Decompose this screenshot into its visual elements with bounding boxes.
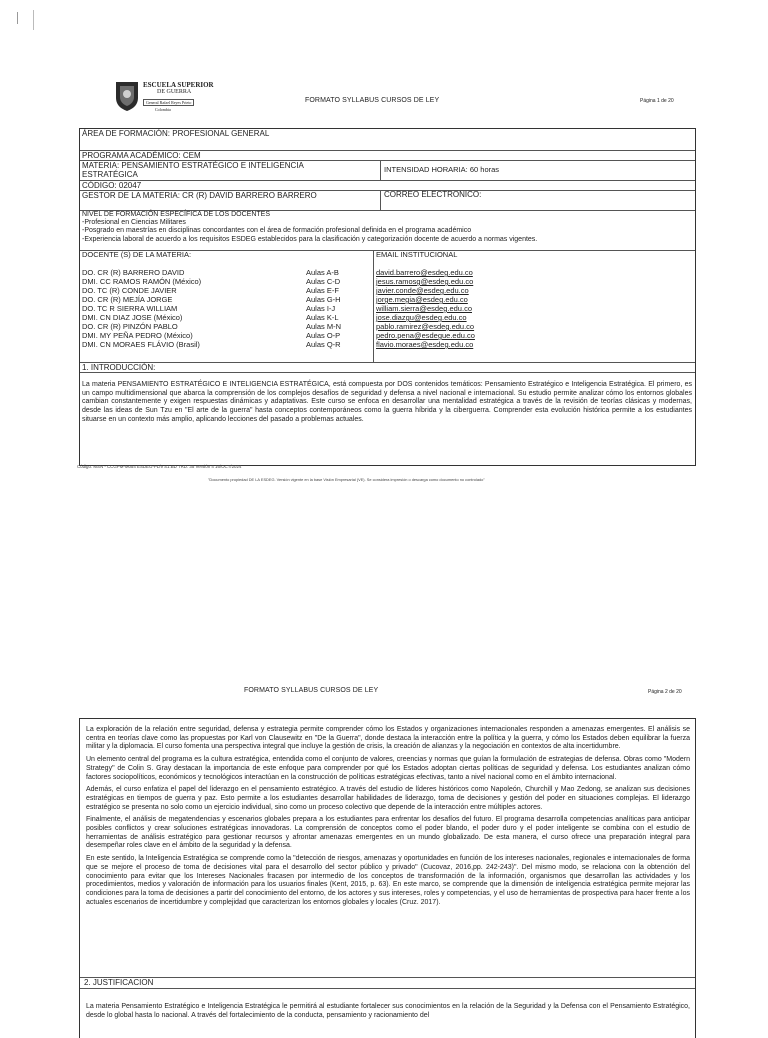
justificacion-heading-row [80,977,695,989]
footer-code: Código: MSN - CCGPM-M054 ESDEG-PL/9 S1.BD TRD: 35 Versión 4 16/OCT/2024 [77,464,242,469]
docente-email[interactable]: javier.conde@esdeg.edu.co [376,286,469,295]
intro-heading: 1. INTRODUCCIÓN: [82,363,156,372]
docente-aulas: Aulas G-H [306,295,341,304]
area-label: ÁREA DE FORMACIÓN: PROFESIONAL GENERAL [82,129,270,138]
intro-continuation [86,726,690,907]
intro-text [82,381,692,429]
docente-email[interactable]: jose.diazgu@esdeg.edu.co [376,313,467,322]
docente-name: DMI. CN MORAES FLÁVIO (Brasil) [82,340,200,349]
materia-line-1: MATERIA: PENSAMIENTO ESTRATÉGICO E INTELIGENCIA [82,161,304,170]
docente-email[interactable]: flavio.moraes@esdeg.edu.co [376,340,474,349]
intro-heading-row [80,363,695,373]
intro-paragraph: Finalmente, el análisis de megatendencias y escenarios globales prepara a los estudiantes para enfrentar los desafíos del futuro. El programa desarrolla competencias analíticas para anticipar posibles conflictos y crear soluciones estratégicas innovadoras. La comprensión de conceptos como el poder blando, el poder duro y el poder inteligente se combina con el estudio de herramientas de análisis estratégico para gestionar recursos y afrontar amenazas emergentes en un mundo globalizado. De esta manera, el curso ofrece una preparación integral para desempeñar roles clave en el ámbito de la seguridad y la defensa. [86,816,690,850]
intro-paragraph: En este sentido, la Inteligencia Estratégica se comprende como la "detección de riesgos, amenazas y oportunidades en función de los intereses nacionales, regionales e internacionales de forma que se mejore el proceso de toma de decisiones vital para el desarrollo del sector público y privado" (Cucovaz, 2016,pp. 242-243)". Del mismo modo, se relaciona con la obtención del conocimiento para evitar que los Intereses Nacionales fracasen por intermedio de los conceptos de transformación de la información, organismos que desarrollan las actividades y los procedimientos, medios y valoración de información para los usuarios finales (Kent, 2015, p. 63). En este marco, se comprende que la dimensión de inteligencia estratégica permite mejorar las condiciones para la toma de decisiones a partir del conocimiento del entorno, de los actores y sus intereses, roles y competencias, y el uso de herramientas de prospectiva para hacer frente a los actuales escenarios de incertidumbre y complejidad que caracterizan los entornos globales y locales (Cruz. 2017). [86,855,690,906]
docente-email[interactable]: william.sierra@esdeg.edu.co [376,304,472,313]
intro-paragraph: La materia PENSAMIENTO ESTRATÉGICO E INTELIGENCIA ESTRATÉGICA, está compuesta por DOS contenidos temáticos: Pensamiento Estratégico e Inteligencia Estratégica. El primero, es un campo multidimensional que abarca la comprensión de los complejos desafíos de seguridad y defensa a nivel nacional e internacional. Su estudio permite analizar cómo los entornos globales cambian constantemente y exigen respuestas dinámicas y adaptativas. Este curso se enfoca en desarrollar una mentalidad estratégica a través de la revisión de teorías clásicas y modernas, desde las ideas de Sun Tzu en "El arte de la guerra" hasta conceptos contemporáneos como la guerra híbrida y la ciberguerra. Comprender esta evolución histórica permite a los estudiantes situarse en un contexto más amplio, aplicando lecciones del pasado a problemas actuales. [82,381,692,423]
gestor-label: GESTOR DE LA MATERIA: CR (R) DAVID BARRERO BARRERO [82,191,317,200]
area-row [80,129,695,151]
docente-aulas: Aulas O-P [306,331,341,340]
nivel-row [80,211,695,251]
docente-name: DMI. MY PEÑA PEDRO (México) [82,331,193,340]
intensidad-label: INTENSIDAD HORARIA: 60 horas [384,165,500,174]
logo-line-4: Colombia [155,107,171,112]
materia-row [80,161,695,181]
docente-email[interactable]: david.barrero@esdeg.edu.co [376,268,473,277]
docente-name: DMI. CN DIAZ JOSE (México) [82,313,183,322]
intro-paragraph: Además, el curso enfatiza el papel del liderazgo en el pensamiento estratégico. A través del estudio de líderes históricos como Napoleón, Churchill y Mao Zedong, se analizan sus decisiones estratégicas en tiempos de guerra y paz. Esto permite a los estudiantes desarrollar habilidades de liderazgo, toma de decisiones y gestión del poder en situaciones complejas. El liderazgo estratégico se presenta no solo como un ejercicio individual, sino como un proceso colectivo que depende de la interacción entre múltiples actores. [86,786,690,811]
justificacion-heading: 2. JUSTIFICACION [84,978,154,987]
gestor-row [80,191,695,211]
nivel-item: -Posgrado en maestrías en disciplinas concordantes con el área de formación profesional definida en el programa académico [82,227,472,235]
logo-line-3: General Rafael Reyes Prieto [143,99,194,106]
header-title: FORMATO SYLLABUS CURSOS DE LEY [305,97,440,104]
docente-name: DO. TC (R) CONDE JAVIER [82,286,177,295]
docente-name: DO. CR (R) PINZÓN PABLO [82,322,178,331]
shield-seal-icon [113,80,141,112]
scan-mark [17,12,18,24]
docente-email[interactable]: jesus.ramosg@esdeg.edu.co [376,277,474,286]
docente-email[interactable]: pedro.pena@esdegue.edu.co [376,331,475,340]
docente-aulas: Aulas M-N [306,322,342,331]
page-number-page2: Página 2 de 20 [648,689,682,695]
docente-name: DO. CR (R) MEJÍA JORGE [82,295,173,304]
docentes-divider [373,251,374,363]
programa-label: PROGRAMA ACADÉMICO: CEM [82,151,201,160]
docente-name: DO. CR (R) BARRERO DAVID [82,268,185,277]
nivel-title: NIVEL DE FORMACIÓN ESPECÍFICA DE LOS DOCENTES [82,211,270,218]
institution-logo [113,80,214,114]
docente-email[interactable]: pablo.ramirez@esdeg.edu.co [376,322,475,331]
docente-aulas: Aulas E-F [306,286,339,295]
docente-aulas: Aulas A-B [306,268,339,277]
intro-paragraph: Un elemento central del programa es la cultura estratégica, entendida como el conjunto de valores, creencias y normas que guían la formulación de estrategias de defensa. Obras como "Modern Strategy" de Colin S. Gray destacan la importancia de este enfoque para comprender por qué los Estados adoptan ciertas políticas de seguridad y defensa. Los estudiantes analizan cómo factores sociopolíticos, económicos y tecnológicos interactúan en la construcción de políticas estratégicas efectivas, tanto a nivel nacional como en el ámbito internacional. [86,756,690,781]
footer-note: "Documento propiedad DE LA ESDEG. Versión vigente en la base Visión Empresarial (VE). Se considera impresión o descarga como documento no controlado" [208,477,485,482]
logo-line-2: DE GUERRA [157,89,192,95]
syllabus-table-page2 [79,718,696,1038]
docente-aulas: Aulas Q-R [306,340,341,349]
materia-divider [380,161,381,181]
justificacion-paragraph: La materia Pensamiento Estratégico e Inteligencia Estratégica le permitirá al estudiante fortalecer sus conocimientos en la relación de la Seguridad y la Defensa con el Pensamiento Estratégico, desde lo global hasta lo nacional. A través del fortalecimiento de la conducta, pensamiento y racionamiento del [86,1003,690,1019]
email-header: EMAIL INSTITUCIONAL [376,250,458,259]
syllabus-table [79,128,696,466]
materia-line-2: ESTRATÉGICA [82,170,138,179]
intro-paragraph: La exploración de la relación entre seguridad, defensa y estrategia permite comprender cómo los Estados y organizaciones internacionales responden a amenazas emergentes. El análisis se centra en teorías clave como las propuestas por Karl von Clausewitz en "De la Guerra", donde destaca la interacción entre la política y la guerra, y cómo los Estados deben equilibrar la fuerza militar y la diplomacia. El curso fomenta una perspectiva integral que incluye la gestión de crisis, la creación de alianzas y la negociación en contextos de alta incertidumbre. [86,726,690,751]
docente-email[interactable]: jorge.megia@esdeg.edu.co [376,295,468,304]
nivel-item: -Experiencia laboral de acuerdo a los requisitos ESDEG establecidos para la clasificación y categorización docente de acuerdo a normas vigentes. [82,235,538,243]
docente-aulas: Aulas C-D [306,277,341,286]
logo-line-1: ESCUELA SUPERIOR [143,81,214,89]
justificacion-body [86,1003,690,1024]
page-number: Página 1 de 20 [640,98,674,104]
docentes-header: DOCENTE (S) DE LA MATERIA: [82,250,192,259]
docente-name: DMI. CC RAMOS RAMÓN (México) [82,277,202,286]
codigo-label: CÓDIGO: 02047 [82,181,142,190]
docente-name: DO. TC R SIERRA WILLIAM [82,304,178,313]
gestor-divider [380,191,381,211]
correo-label: CORREO ELECTRONICO: [384,190,482,199]
docentes-section [80,251,695,363]
nivel-item: -Profesional en Ciencias Militares [82,219,186,227]
programa-row [80,151,695,161]
header-title-page2: FORMATO SYLLABUS CURSOS DE LEY [244,687,379,694]
docente-aulas: Aulas I-J [306,304,336,313]
docente-aulas: Aulas K-L [306,313,339,322]
scan-mark [33,10,34,30]
